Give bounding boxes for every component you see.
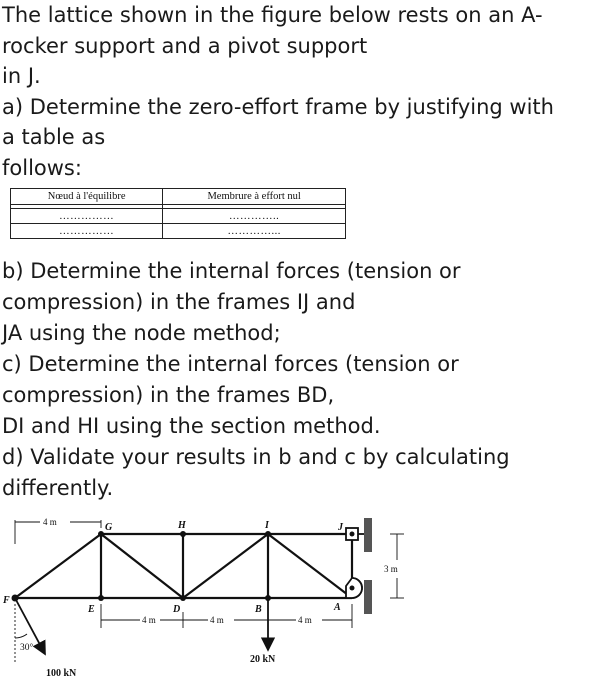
table-cell: …………… [11, 224, 163, 239]
pivot-support-j [346, 518, 372, 552]
node-label-f: F [3, 595, 10, 606]
angle-label: 30° [20, 643, 34, 653]
joint-h [180, 531, 186, 537]
problem-text-continued [2, 256, 598, 504]
load-label-100kn: 100 kN [46, 668, 77, 679]
node-label-g: G [105, 522, 113, 533]
table-header-member: Membrure à effort nul [163, 189, 346, 205]
table-cell: …………… [11, 209, 163, 224]
dim-label-bottom-3: 4 m [298, 615, 312, 625]
truss-figure [0, 508, 600, 700]
node-label-i: I [265, 520, 269, 531]
part-c-line: DI and HI using the section method. [2, 414, 381, 438]
node-label-d: D [173, 604, 181, 615]
dim-label-bottom-1: 4 m [142, 615, 156, 625]
part-a-line: a) Determine the zero-effort frame by justifying with [2, 94, 554, 119]
node-label-a: A [334, 602, 341, 613]
part-b-line: compression) in the frames IJ and [2, 290, 356, 314]
dim-label-height: 3 m [384, 564, 398, 574]
node-label-h: H [178, 520, 186, 531]
truss-members [15, 534, 352, 598]
dim-label-bottom-2: 4 m [210, 615, 224, 625]
part-b-line: b) Determine the internal forces (tension or [2, 259, 461, 283]
table-header-node: Nœud à l'équilibre [11, 189, 163, 205]
member-fg [15, 534, 101, 598]
member-gd [101, 534, 183, 598]
member-ia [268, 534, 352, 598]
joint-d [180, 595, 186, 601]
joint-e [98, 595, 104, 601]
joint-i [265, 531, 271, 537]
load-label-20kn: 20 kN [250, 654, 276, 665]
part-d-line: d) Validate your results in b and c by calculating [2, 445, 510, 469]
part-c-line: compression) in the frames BD, [2, 383, 335, 407]
part-a-line: follows: [2, 155, 82, 180]
node-label-b: B [255, 604, 262, 615]
problem-text [2, 0, 598, 183]
part-b-line: JA using the node method; [2, 321, 281, 345]
rocker-support-a [346, 578, 372, 614]
intro-line: rocker support and a pivot support [2, 33, 368, 58]
dim-label-top: 4 m [43, 517, 57, 527]
node-label-e: E [88, 604, 95, 615]
table-cell: ………….. [163, 209, 346, 224]
part-d-line: differently. [2, 476, 114, 500]
intro-line: in J. [2, 64, 41, 88]
part-a-line: a table as [2, 125, 106, 149]
member-di [183, 534, 268, 598]
node-label-j: J [338, 522, 343, 533]
angle-arc [15, 634, 27, 638]
zero-force-table [10, 188, 346, 239]
table-cell: …………... [163, 224, 346, 239]
part-c-line: c) Determine the internal forces (tension or [2, 352, 459, 376]
intro-line: The lattice shown in the figure below rests on an A- [2, 3, 543, 27]
joint-g [98, 531, 104, 537]
